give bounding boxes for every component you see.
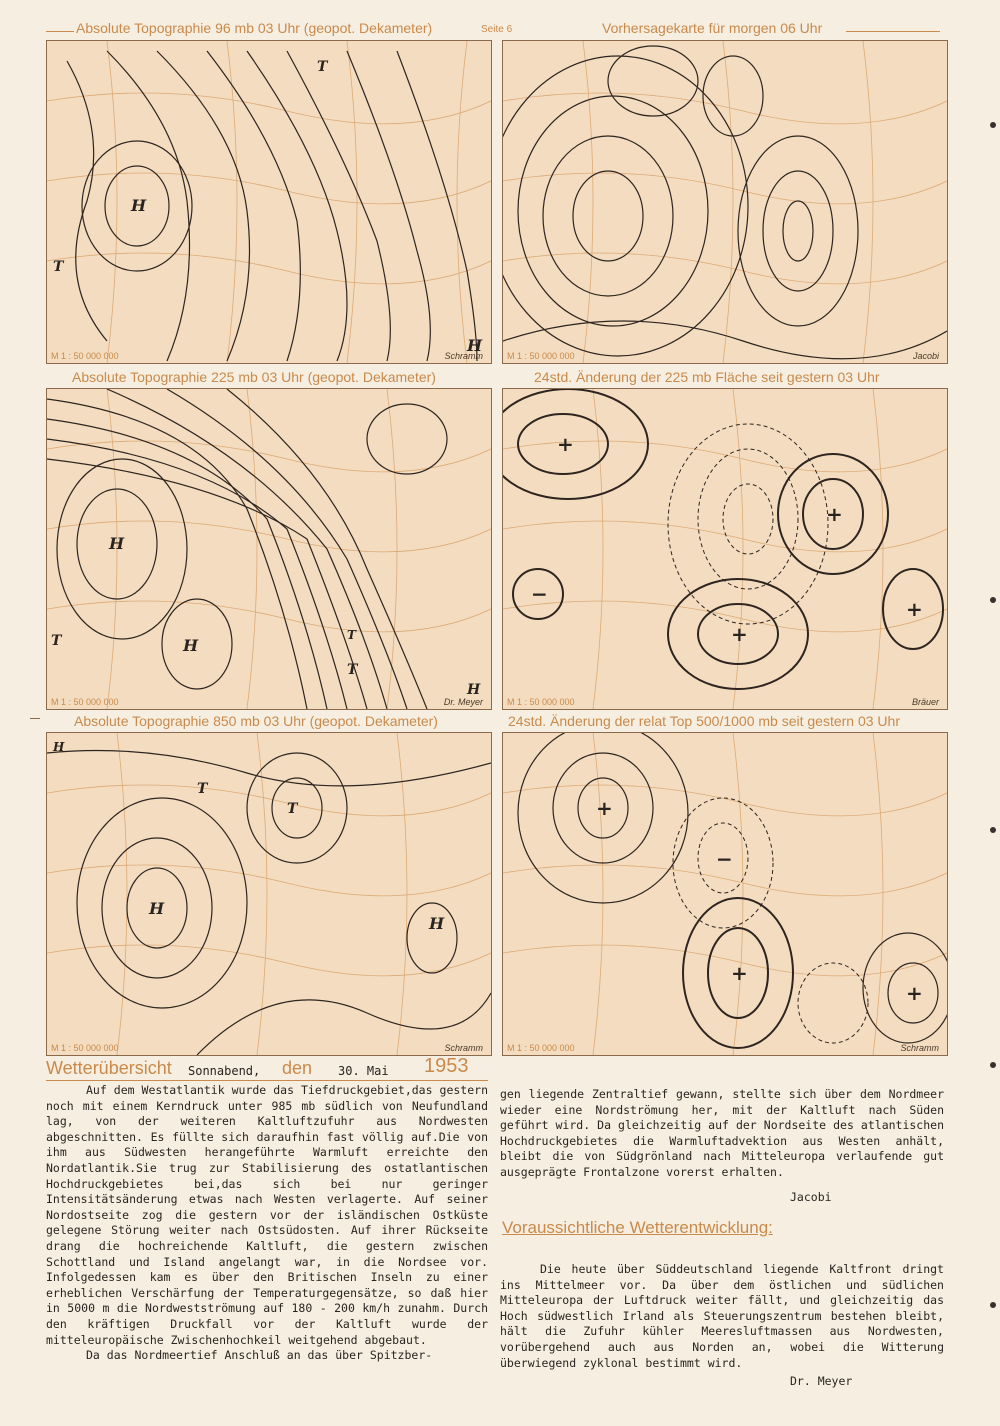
- isoline-chart: [47, 733, 491, 1055]
- map-225mb-change: [502, 388, 948, 710]
- map-author: Schramm: [900, 1043, 939, 1053]
- map-title-2: Vorhersagekarte für morgen 06 Uhr: [602, 20, 823, 36]
- map-scale: M 1 : 50 000 000: [51, 351, 119, 361]
- high-symbol: H: [149, 899, 165, 918]
- map-author: Bräuer: [911, 697, 939, 707]
- isoline-chart: [503, 389, 947, 709]
- map-title-6: 24std. Änderung der relat Top 500/1000 mb seit gestern 03 Uhr: [508, 713, 900, 729]
- title-rule: [846, 31, 940, 32]
- fold-mark: [30, 718, 40, 719]
- map-96mb: [46, 40, 492, 364]
- map-850mb: [46, 732, 492, 1056]
- plus-symbol: +: [596, 796, 613, 820]
- summary-date: 30. Mai: [338, 1064, 389, 1078]
- binder-hole: [990, 1302, 996, 1308]
- map-forecast: [502, 40, 948, 364]
- high-symbol: H: [429, 914, 445, 933]
- plus-symbol: +: [557, 432, 574, 456]
- map-scale: M 1 : 50 000 000: [507, 351, 575, 361]
- map-225mb: [46, 388, 492, 710]
- page-number: Seite 6: [481, 24, 513, 35]
- low-symbol: T: [53, 259, 64, 275]
- forecast-title: Voraussichtliche Wetterentwicklung:: [502, 1218, 773, 1237]
- summary-paragraph: gen liegende Zentraltief gewann, stellte sich über dem Nordmeer wieder eine Nordströmung her, mit der Kaltluft nach Süden geführt wird. Da gleichzeitig auf der Nordseite des atlantischen Hochdruckgebietes die Warmluftadvektion aus Westen anhält, bleibt die von Südgrönland nach Mitteleuropa verlaufende gut ausgeprägte Frontalzone vorerst erhalten.: [500, 1087, 944, 1179]
- low-symbol: T: [347, 628, 356, 642]
- plus-symbol: +: [731, 622, 748, 646]
- summary-rule: [46, 1080, 488, 1081]
- forecast-signature: Dr. Meyer: [790, 1374, 853, 1388]
- map-relative-topography-change: [502, 732, 948, 1056]
- minus-symbol: −: [716, 847, 733, 871]
- summary-signature: Jacobi: [790, 1190, 832, 1204]
- isoline-chart: [47, 41, 491, 363]
- low-symbol: T: [51, 633, 62, 649]
- high-symbol: H: [183, 636, 199, 655]
- summary-title: Wetterübersicht: [46, 1058, 172, 1078]
- map-scale: M 1 : 50 000 000: [51, 1043, 119, 1053]
- isoline-chart: [503, 41, 947, 363]
- low-symbol: T: [317, 59, 328, 75]
- map-title-3: Absolute Topographie 225 mb 03 Uhr (geopot. Dekameter): [72, 369, 436, 385]
- summary-paragraph: Auf dem Westatlantik wurde das Tiefdruckgebiet,das gestern noch mit einem Kerndruck unter 985 mb südlich von Neufundland lag, von der weiteren Kaltluftzufuhr aus Nordwesten abgeschnitten. Es füllte sich daraufhin fast völlig auf.Die von ihm aus Südwesten herangeführte Warmluft erreichte den Nordatlantik.Sie trug zur Stabilisierung des ostatlantischen Hochdruckgebietes bei,das sich bei nur geringer Intensitätsänderung etwas nach Westen verlagerte. Auf seiner Nordostseite zog die gestern vor der isländischen Ostküste gelegene Störung weiter nach Ostsüdosten. Auf ihrer Rückseite drang die hochreichende Kaltluft, die gestern zwischen Schottland und Island angelangt war, in die Nordsee vor. Infolgedessen kam es über den Britischen Inseln zu einer erheblichen Verschärfung der Temperaturgegensätze, so daß hier in 5000 m die Nordwestströmung auf 180 - 200 km/h zunahm. Durch den kräftigen Druckfall vor der Kaltluft wurde der mitteleuropäische Zwischenhochkeil weitgehend abgebaut.: [46, 1083, 488, 1347]
- plus-symbol: +: [731, 961, 748, 985]
- binder-hole: [990, 597, 996, 603]
- high-symbol: H: [53, 740, 65, 754]
- plus-symbol: +: [826, 502, 843, 526]
- isoline-chart: [47, 389, 491, 709]
- map-author: Schramm: [444, 1043, 483, 1053]
- map-author: Jacobi: [912, 351, 939, 361]
- map-scale: M 1 : 50 000 000: [507, 697, 575, 707]
- high-symbol: H: [131, 196, 147, 215]
- title-rule: [46, 31, 74, 32]
- forecast-paragraph: Die heute über Süddeutschland liegende Kaltfront dringt ins Mittelmeer vor. Da über dem östlichen und südlichen Mitteleuropa der Luftdruck weiter fällt, und gleichzeitig das Hoch südwestlich Irland als Steuerungszentrum bestehen bleibt, hält die Zufuhr kühler Meeresluftmassen aus Nordwesten, vorübergehend auch aus Norden an, wobei die Witterung überwiegend zyklonal bestimmt wird.: [500, 1262, 944, 1370]
- summary-den: den: [282, 1058, 313, 1078]
- map-title-4: 24std. Änderung der 225 mb Fläche seit gestern 03 Uhr: [534, 369, 880, 385]
- isoline-chart: [503, 733, 947, 1055]
- minus-symbol: −: [531, 582, 548, 606]
- binder-hole: [990, 1062, 996, 1068]
- forecast-column: [500, 1262, 944, 1371]
- map-author: Schramm: [444, 351, 483, 361]
- summary-right-column: [500, 1087, 944, 1181]
- summary-left-column: [46, 1083, 488, 1364]
- high-symbol: H: [109, 534, 125, 553]
- low-symbol: T: [197, 781, 208, 797]
- high-symbol: H: [467, 682, 481, 698]
- summary-day: Sonnabend,: [188, 1064, 261, 1078]
- high-symbol: H: [467, 336, 483, 355]
- map-title-5: Absolute Topographie 850 mb 03 Uhr (geopot. Dekameter): [74, 713, 438, 729]
- map-scale: M 1 : 50 000 000: [51, 697, 119, 707]
- map-scale: M 1 : 50 000 000: [507, 1043, 575, 1053]
- summary-paragraph: Da das Nordmeertief Anschluß an das über Spitzber-: [86, 1348, 433, 1363]
- low-symbol: T: [347, 662, 358, 678]
- map-title-1: Absolute Topographie 96 mb 03 Uhr (geopot. Dekameter): [76, 20, 433, 36]
- plus-symbol: +: [906, 597, 923, 621]
- binder-hole: [990, 122, 996, 128]
- summary-year: 1953: [424, 1055, 469, 1077]
- binder-hole: [990, 827, 996, 833]
- plus-symbol: +: [906, 981, 923, 1005]
- low-symbol: T: [287, 801, 298, 817]
- map-author: Dr. Meyer: [443, 697, 483, 707]
